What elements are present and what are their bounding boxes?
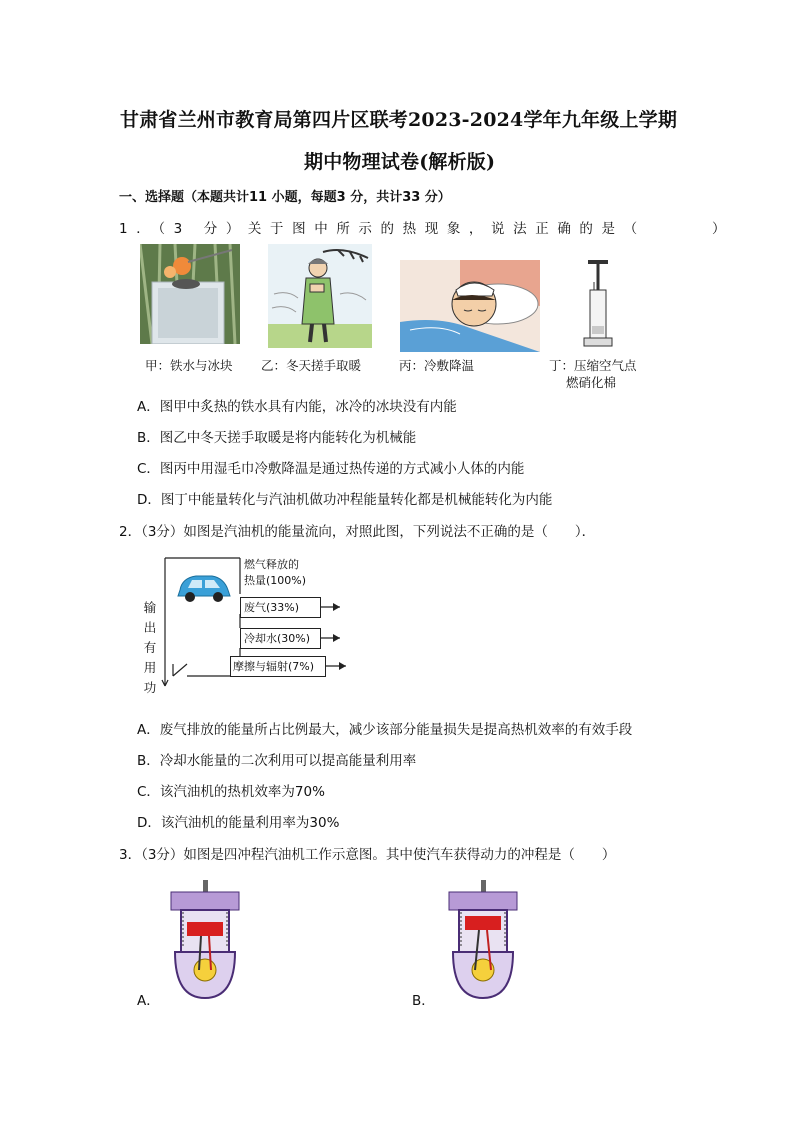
output-char-2: 出 [143, 620, 157, 635]
q3-engine-image-a [165, 878, 245, 1002]
q1-caption-ding-line2: 燃硝化棉 [566, 375, 617, 390]
q3-engine-image-b [443, 878, 523, 1002]
q3-option-b-label[interactable]: B． [412, 993, 435, 1009]
q1-stem: 1．（3 分）关于图中所示的热现象，说法正确的是（ ） [119, 221, 735, 237]
q1-caption-yi: 乙：冬天搓手取暖 [261, 358, 362, 373]
branch-friction-radiation: 摩擦与辐射(7%) [230, 656, 326, 677]
q1-option-b[interactable]: B．图乙中冬天搓手取暖是将内能转化为机械能 [137, 430, 417, 446]
q1-image-ding [578, 256, 618, 352]
q1-caption-bing: 丙：冷敷降温 [399, 358, 475, 373]
q1-image-yi [268, 244, 372, 348]
output-char-5: 功 [143, 680, 157, 695]
energy-flow-diagram [140, 552, 360, 702]
branch-cooling-water: 冷却水(30%) [240, 628, 321, 649]
section-heading: 一、选择题（本题共计11 小题，每题3 分，共计33 分） [119, 190, 451, 205]
q1-image-bing [400, 260, 540, 352]
car-icon [174, 568, 234, 604]
source-label-line2: 热量(100%) [244, 574, 307, 587]
q1-caption-ding-line1: 丁：压缩空气点 [549, 358, 637, 373]
q2-option-d[interactable]: D．该汽油机的能量利用率为30% [137, 815, 340, 831]
q2-option-b[interactable]: B．冷却水能量的二次利用可以提高能量利用率 [137, 753, 417, 769]
branch-exhaust: 废气(33%) [240, 597, 321, 618]
source-label-line1: 燃气释放的 [244, 558, 299, 571]
doc-title-line2: 期中物理试卷(解析版) [304, 151, 496, 173]
q1-caption-jia: 甲：铁水与冰块 [145, 358, 233, 373]
q1-option-d[interactable]: D．图丁中能量转化与汽油机做功冲程能量转化都是机械能转化为内能 [137, 492, 553, 508]
q1-option-c[interactable]: C．图丙中用湿毛巾冷敷降温是通过热传递的方式减小人体的内能 [137, 461, 525, 477]
output-char-3: 有 [143, 640, 157, 655]
q1-image-jia [140, 244, 240, 344]
q2-stem: 2．（3分）如图是汽油机的能量流向，对照此图，下列说法不正确的是（ ）． [119, 524, 596, 540]
q2-option-a[interactable]: A．废气排放的能量所占比例最大，减少该部分能量损失是提高热机效率的有效手段 [137, 722, 633, 738]
output-char-4: 用 [143, 660, 157, 675]
q3-option-a-label[interactable]: A． [137, 993, 160, 1009]
doc-title-line1: 甘肃省兰州市教育局第四片区联考2023-2024学年九年级上学期 [120, 109, 678, 131]
output-char-1: 输 [143, 600, 157, 615]
q3-stem: 3．（3分）如图是四冲程汽油机工作示意图。其中使汽车获得动力的冲程是（ ） [119, 847, 616, 863]
q1-option-a[interactable]: A．图甲中炙热的铁水具有内能，冰冷的冰块没有内能 [137, 399, 457, 415]
q2-option-c[interactable]: C．该汽油机的热机效率为70% [137, 784, 325, 800]
